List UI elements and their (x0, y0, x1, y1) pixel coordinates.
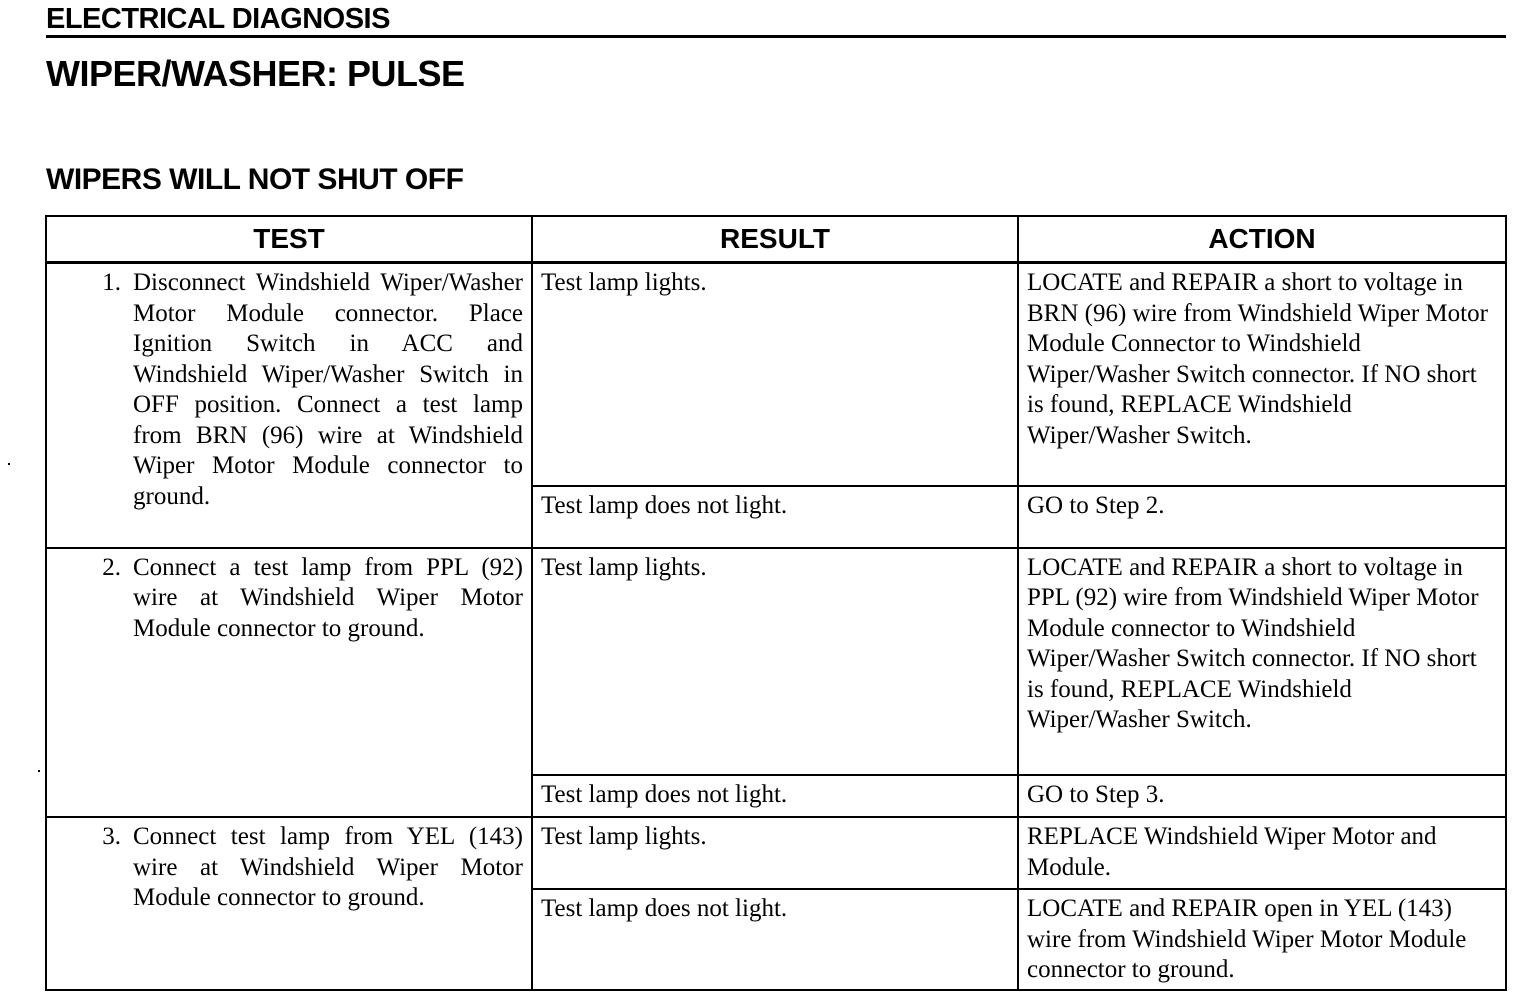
result-cell: Test lamp does not light. (532, 775, 1018, 817)
step-number: 3. (102, 823, 121, 851)
step-number: 2. (102, 553, 121, 581)
page-title: WIPER/WASHER: PULSE (46, 53, 465, 94)
step-test-text: Disconnect Windshield Wiper/Washer Motor Module connector. Place Ignition Switch in ACC and Windshield Wiper/Washer Switch in OFF position. Connect a test lamp from BRN (96) wire at Windshield Wiper Motor Module connector to ground. (133, 269, 523, 510)
scan-speck (8, 463, 10, 465)
column-header-action: ACTION (1018, 216, 1506, 263)
action-cell: LOCATE and REPAIR a short to voltage in PPL (92) wire from Windshield Wiper Motor Module connector to Windshield Wiper/Washer Switch connector. If NO short is found, REPLACE Windshield Wiper/Washer Switch. (1018, 548, 1506, 775)
table-row (46, 263, 1506, 486)
diagnosis-table (45, 215, 1507, 991)
step-test-text: Connect test lamp from YEL (143) wire at Windshield Wiper Motor Module connector to ground. (133, 823, 523, 912)
result-cell: Test lamp does not light. (532, 889, 1018, 990)
symptom-title: WIPERS WILL NOT SHUT OFF (46, 163, 464, 196)
action-cell: REPLACE Windshield Wiper Motor and Module. (1018, 817, 1506, 889)
step-test-text: Connect a test lamp from PPL (92) wire at Windshield Wiper Motor Module connector to ground. (133, 553, 523, 642)
test-cell-step-2 (46, 548, 532, 817)
test-cell-step-1 (46, 263, 532, 548)
result-cell: Test lamp lights. (532, 548, 1018, 775)
action-cell: LOCATE and REPAIR a short to voltage in BRN (96) wire from Windshield Wiper Motor Module Connector to Windshield Wiper/Washer Switch connector. If NO short is found, REPLACE Windshield Wiper/Washer Switch. (1018, 263, 1506, 486)
action-cell: GO to Step 2. (1018, 486, 1506, 548)
scan-speck (38, 770, 40, 772)
result-cell: Test lamp does not light. (532, 486, 1018, 548)
result-cell: Test lamp lights. (532, 817, 1018, 889)
step-number: 1. (102, 269, 121, 296)
section-title: ELECTRICAL DIAGNOSIS (46, 3, 390, 35)
test-cell-step-3 (46, 817, 532, 990)
table-row (46, 817, 1506, 889)
section-header (46, 2, 1506, 38)
column-header-test: TEST (46, 216, 532, 263)
column-header-result: RESULT (532, 216, 1018, 263)
table-row (46, 548, 1506, 775)
action-cell: GO to Step 3. (1018, 775, 1506, 817)
result-cell: Test lamp lights. (532, 263, 1018, 486)
table-header-row (46, 216, 1506, 263)
action-cell: LOCATE and REPAIR open in YEL (143) wire from Windshield Wiper Motor Module connector to ground. (1018, 889, 1506, 990)
